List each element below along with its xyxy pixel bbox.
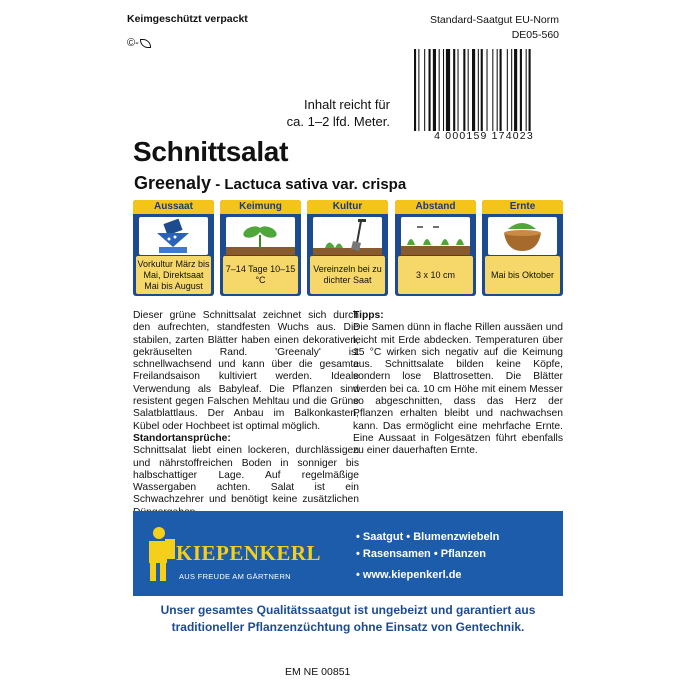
barcode-number: 4 000159 174023	[434, 130, 534, 142]
card-abstand: Abstand 3 x 10 cm	[395, 200, 476, 296]
product-description: Dieser grüne Schnittsalat zeichnet sich durch den aufrechten, standfesten Wuchs aus. Die stabilen, zarten Blätter haben einen dekorativen, gekräuselten Rand. 'Greenaly' ist schnellwachsend und kann über die gesamte Freilandsaison kultiviert werden. Ideale Verwendung als Babyleaf. Die Pflanzen sind resistent gegen Falschen Mehltau und die Grüne Salatblattlaus. Der Anbau im Balkonkasten, Kübel oder Hochbeet ist optimal möglich.	[133, 310, 359, 432]
barcode	[410, 49, 560, 131]
website-link[interactable]: • www.kiepenkerl.de	[356, 569, 462, 581]
card-keimung: Keimung 7–14 Tage 10–15 °C	[220, 200, 301, 296]
harvest-bowl-icon	[488, 217, 557, 255]
description-column-right	[353, 310, 563, 458]
brand-banner	[133, 511, 563, 596]
content-amount: Inhalt reicht für ca. 1–2 lfd. Meter.	[286, 97, 390, 129]
spade-icon	[313, 217, 382, 255]
product-subtitle: Greenaly - Lactuca sativa var. crispa	[134, 173, 407, 193]
card-aussaat: Aussaat Vorkultur März bis Mai, Direktsaat Mai bis August	[133, 200, 214, 296]
location-text: Schnittsalat liebt einen lockeren, durchlässigen und nährstoffreichen Boden in sonniger bis halbschattiger Lage. Auf regelmäßige Wassergaben achten. Salat ist ein Schwachzehrer und benötigt keine zusätzlichen	[133, 445, 359, 506]
leaf-icon	[140, 39, 151, 48]
copyright-mark: ©-	[127, 37, 151, 49]
card-kultur: Kultur Vereinzeln bei zu dichter Saat	[307, 200, 388, 296]
packaging-label: Keimgeschützt verpackt	[127, 13, 248, 25]
quality-note: Unser gesamtes Qualitätssaatgut ist ungebeizt und garantiert aus traditioneller Pflanzenzüchtung ohne Einsatz von Gentechnik.	[160, 603, 536, 634]
spacing-icon	[401, 217, 470, 255]
article-code: EM NE 00851	[285, 666, 351, 678]
standard-label: Standard-Saatgut EU-Norm DE05-560	[430, 14, 559, 41]
scientific-name: Lactuca sativa var. crispa	[224, 176, 407, 193]
product-title: Schnittsalat	[133, 136, 289, 167]
seed-packet-icon	[139, 217, 208, 255]
brand-logo: KIEPENKERL	[176, 541, 322, 565]
variety-name: Greenaly	[134, 173, 212, 193]
tips-heading: Tipps:	[353, 310, 384, 321]
description-column-left	[133, 310, 359, 506]
kiepenkerl-figure-icon	[139, 525, 179, 585]
card-ernte: Ernte Mai bis Oktober	[482, 200, 563, 296]
tips-text: Die Samen dünn in flache Rillen aussäen und leicht mit Erde abdecken. Temperaturen über 15 °C wirken sich negativ auf die Keimung aus. Schnittsalate bilden keine Köpfe, sondern lose Blattrosetten. Die Blätter werden bei ca. 10 cm Höhe mit einem Messer so abgeschnitten, dass das Herz der Pflanzen erhalten bleibt und nachwachsen kann. Das ermöglicht eine mehrfache Ernte. Eine Aussaat in Folgesätzen führt ebenfalls zu einer dauerhaften Ernte.	[353, 322, 563, 457]
brand-tagline: AUS FREUDE AM GÄRTNERN	[179, 572, 291, 581]
location-heading: Standortansprüche:	[133, 432, 231, 444]
product-categories: • Saatgut • Blumenzwiebeln • Rasensamen • Pflanzen	[356, 531, 500, 560]
seedling-icon	[226, 217, 295, 255]
